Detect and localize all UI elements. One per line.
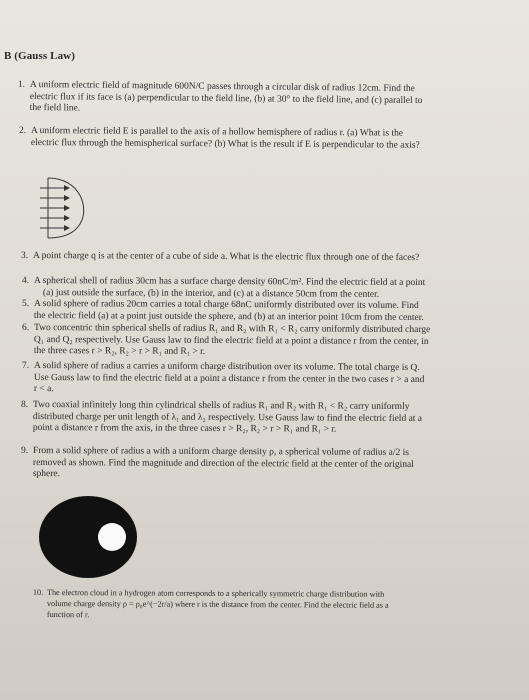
problem-text-line: the three cases r > R₂, R₂ > r > R₁ and R₁ > r. bbox=[33, 345, 206, 357]
problem-number: 3. bbox=[20, 250, 29, 261]
problem-text-line: the field line. bbox=[29, 102, 81, 114]
problem-4 bbox=[21, 275, 426, 301]
problem-text-line: (a) just outside the surface, (b) in the interior, and (c) at a distance 50cm from the center. bbox=[42, 287, 380, 300]
problem-text-line: point a distance r from the axis, in the three cases r > R₂, R₂ > r > R₁ and R₁ > r. bbox=[32, 422, 337, 435]
problem-number: 6. bbox=[21, 322, 30, 333]
problem-text-line: removed as shown. Find the magnitude and direction of the electric field at the center of the original bbox=[32, 457, 414, 470]
problem-number: 9. bbox=[20, 445, 29, 456]
problem-text-line: function of r. bbox=[46, 609, 90, 620]
problem-number: 1. bbox=[17, 79, 26, 90]
problem-5 bbox=[21, 298, 424, 324]
problem-text-line: Use Gauss law to find the electric field at a point a distance r from the center in the two cases r > a and bbox=[33, 372, 425, 385]
problem-10 bbox=[32, 587, 389, 622]
problem-text-line: A uniform electric field E is parallel to the axis of a hollow hemisphere of radius r. (a) What is the bbox=[30, 126, 404, 139]
problem-text-line: A solid sphere of radius 20cm carries a total charge 68nC uniformly distributed over its volume. Find bbox=[33, 299, 419, 312]
problem-6 bbox=[21, 322, 431, 360]
problem-1 bbox=[17, 79, 423, 119]
problem-number: 5. bbox=[21, 298, 30, 309]
problem-number: 4. bbox=[21, 275, 30, 286]
problem-2 bbox=[18, 125, 420, 152]
problem-text-line: A solid sphere of radius a carries a uniform charge distribution over its volume. The total charge is Q. bbox=[33, 361, 420, 374]
problem-text-line: r < a. bbox=[33, 383, 54, 395]
problem-text-line: From a solid sphere of radius a with a uniform charge density ρ, a spherical volume of radius a/2 is bbox=[32, 446, 410, 458]
problem-number: 8. bbox=[20, 399, 29, 410]
problem-number: 7. bbox=[21, 360, 30, 371]
problem-text-line: A point charge q is at the center of a cube of side a. What is the electric flux through one of the faces? bbox=[32, 251, 420, 264]
section-title: B (Gauss Law) bbox=[4, 50, 75, 62]
sphere-with-cavity-figure bbox=[38, 495, 138, 579]
problem-8 bbox=[20, 399, 423, 437]
spherical-cavity bbox=[98, 523, 126, 551]
problem-text-line: Two concentric thin spherical shells of radius R₁ and R₂ with R₁ < R₂ carry uniformly distributed charge bbox=[33, 323, 431, 336]
problem-number: 10. bbox=[32, 587, 44, 597]
hemisphere-field-figure bbox=[34, 172, 94, 244]
problem-text-line: volume charge density ρ = ρ₀e^(−2r/a) where r is the distance from the center. Find the electric field as a bbox=[46, 598, 389, 610]
problem-text-line: A spherical shell of radius 30cm has a surface charge density 60nC/m². Find the electric field at a point bbox=[33, 276, 426, 289]
problem-text-line: sphere. bbox=[32, 468, 61, 480]
problem-text-line: Two coaxial infinitely long thin cylindrical shells of radius R₁ and R₂ with R₁ < R₂ carry uniformly bbox=[32, 400, 410, 412]
problem-text-line: distributed charge per unit length of λ₁ and λ₂ respectively. Use Gauss law to find the electric field at a bbox=[32, 411, 423, 424]
problem-7 bbox=[21, 360, 425, 398]
problem-text-line: electric flux through the hemispherical surface? (b) What is the result if E is perpendicular to the axis? bbox=[30, 137, 420, 151]
problem-text-line: A uniform electric field of magnitude 600N/C passes through a circular disk of radius 12cm. Find the bbox=[29, 80, 415, 95]
problem-text-line: the electric field (a) at a point just outside the sphere, and (b) at an interior point 10cm from the center. bbox=[33, 310, 424, 323]
problem-text-line: electric flux if its face is (a) perpendicular to the field line, (b) at 30° to the field line, and (c) parallel to bbox=[29, 91, 423, 106]
problem-text-line: Q₁ and Q₂ respectively. Use Gauss law to find the electric field at a point a distance r from the center, in bbox=[33, 334, 429, 347]
problem-3 bbox=[20, 250, 420, 265]
problem-text-line: The electron cloud in a hydrogen atom corresponds to a spherically symmetric charge distribution with bbox=[46, 588, 385, 599]
problem-9 bbox=[20, 445, 414, 482]
problem-number: 2. bbox=[18, 125, 27, 136]
